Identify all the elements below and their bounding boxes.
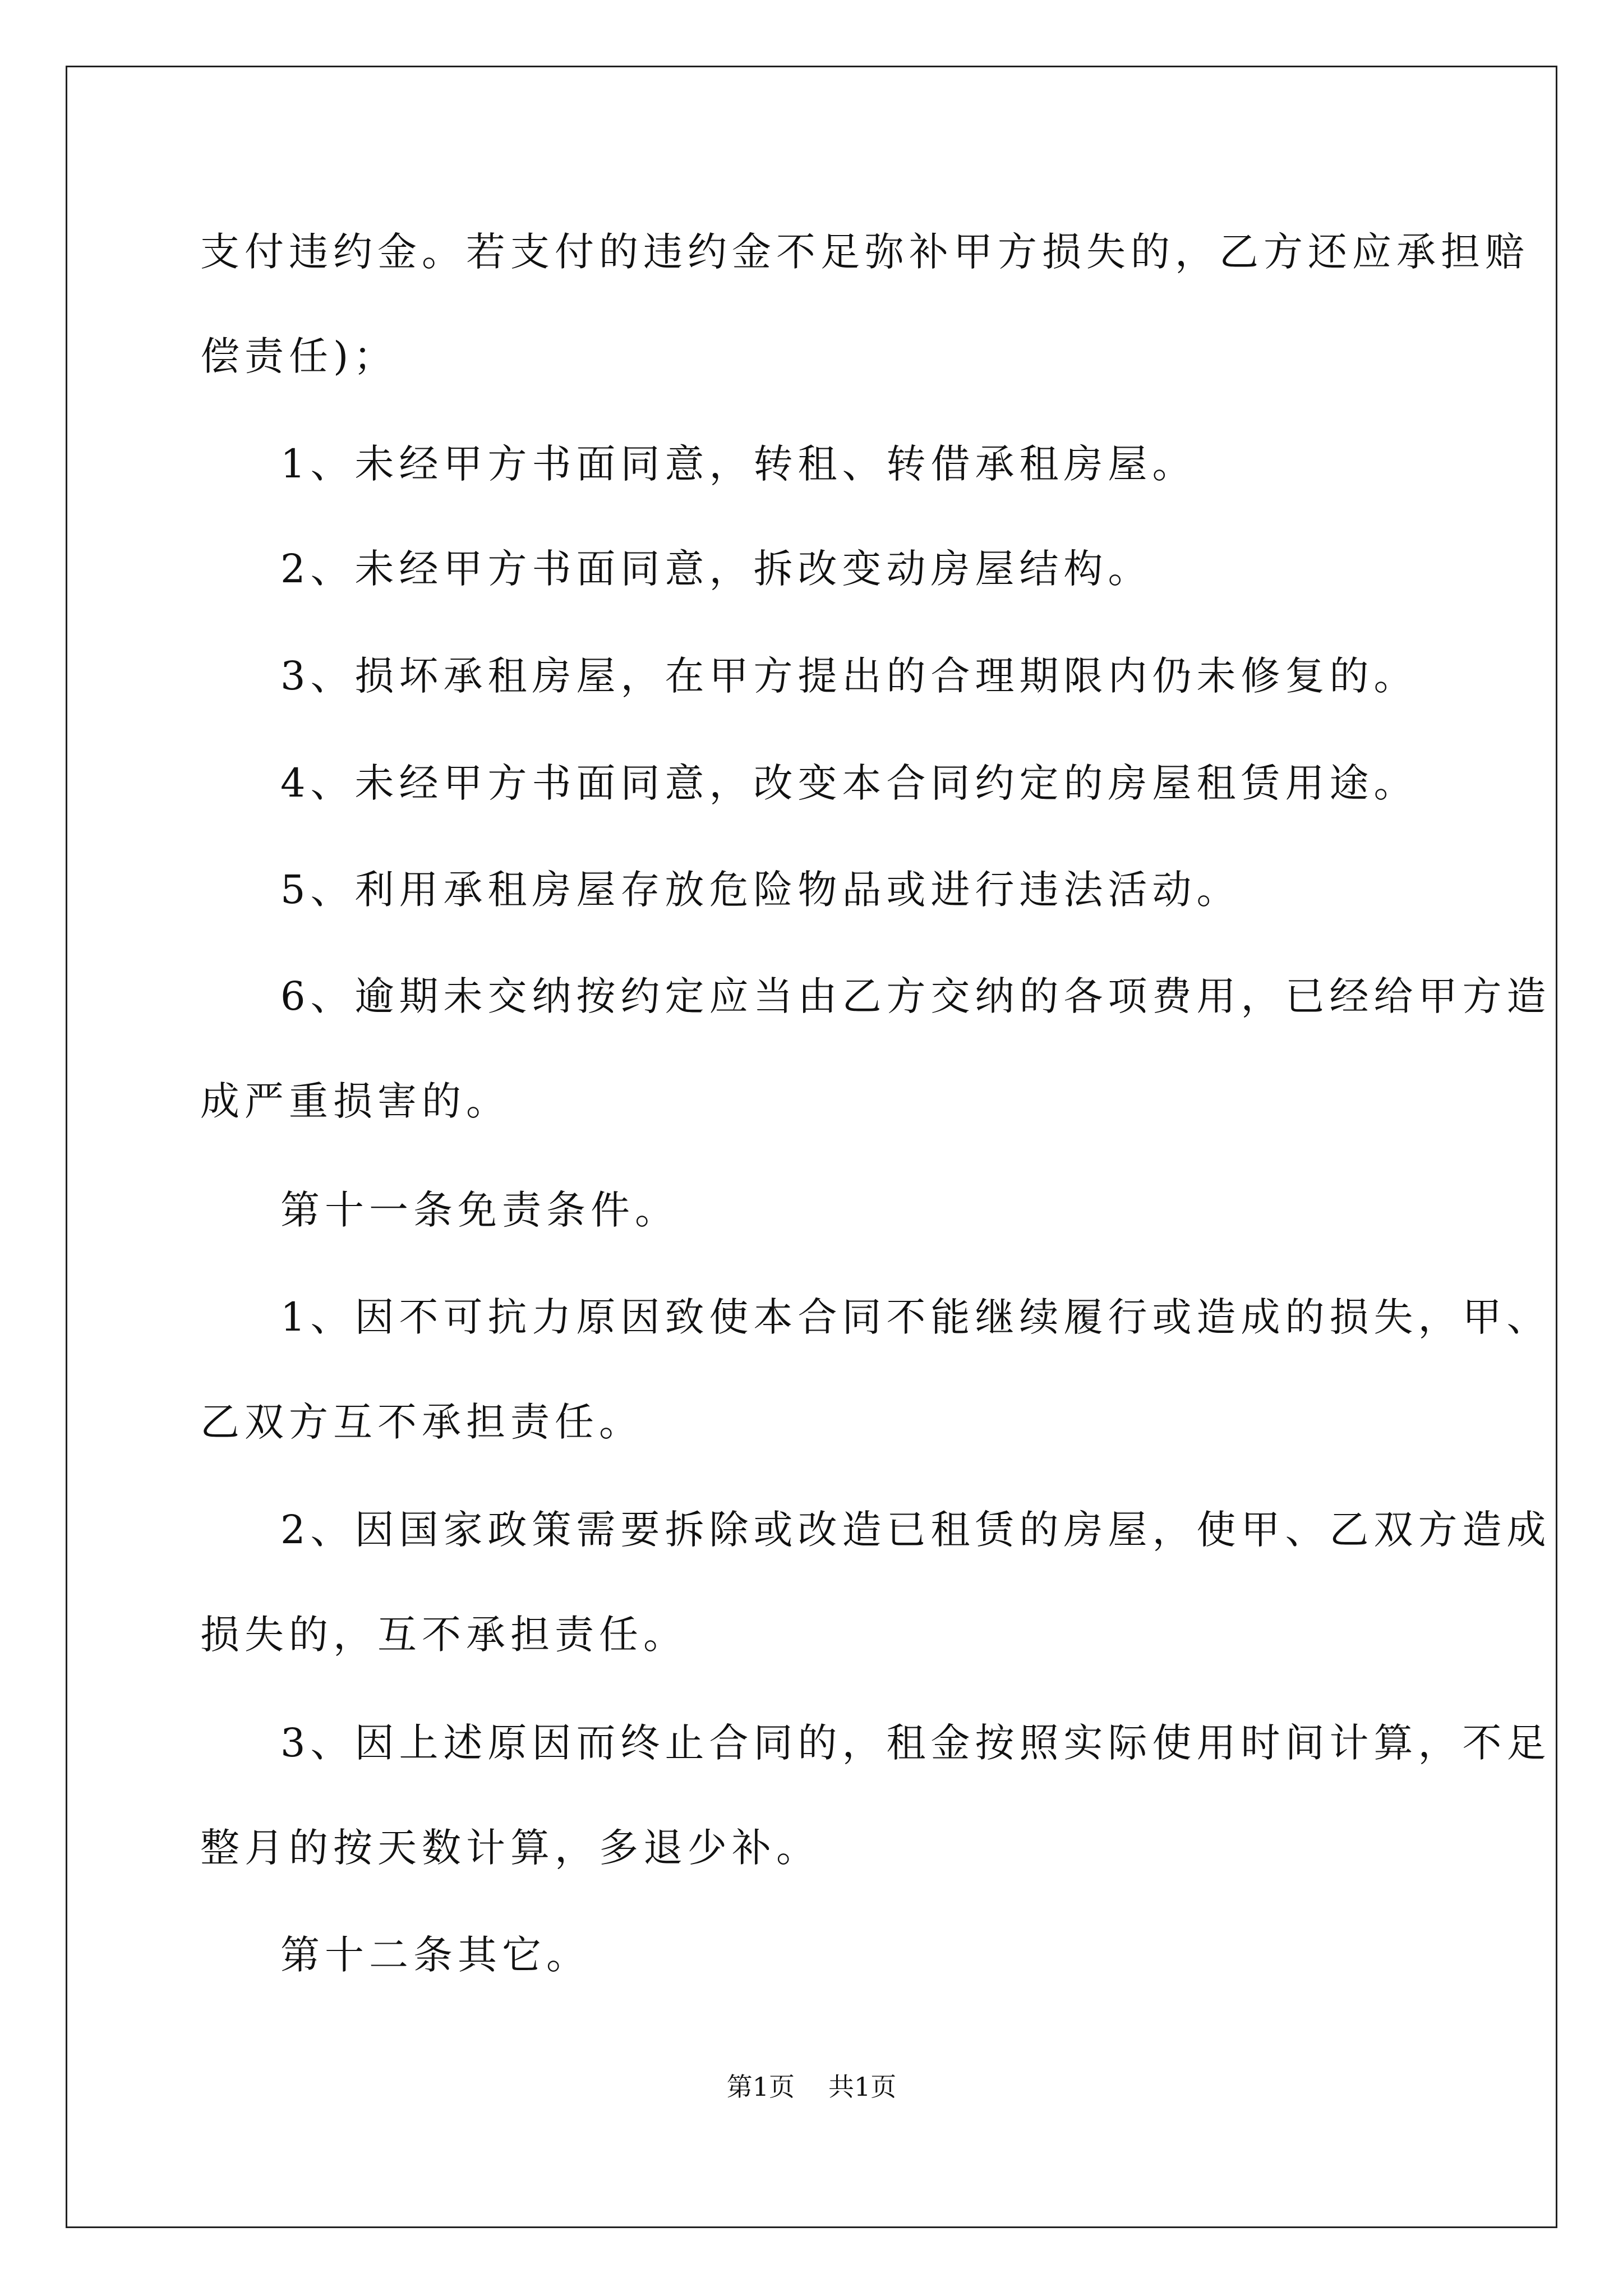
list-item: 1、因不可抗力原因致使本合同不能继续履行或造成的损失，甲、 xyxy=(280,1294,1551,1340)
list-item: 3、损坏承租房屋，在甲方提出的合理期限内仍未修复的。 xyxy=(280,653,1418,699)
page-border xyxy=(66,66,1557,2228)
text-line: 成严重损害的。 xyxy=(200,1078,510,1124)
list-item: 6、逾期未交纳按约定应当由乙方交纳的各项费用，已经给甲方造 xyxy=(280,973,1551,1019)
list-item: 3、因上述原因而终止合同的，租金按照实际使用时间计算，不足 xyxy=(280,1720,1551,1766)
page-footer xyxy=(0,2070,1623,2104)
list-item: 2、未经甲方书面同意，拆改变动房屋结构。 xyxy=(280,546,1152,592)
page-number: 第1页 xyxy=(726,2072,795,2102)
list-item: 1、未经甲方书面同意，转租、转借承租房屋。 xyxy=(280,441,1197,487)
section-heading: 第十二条其它。 xyxy=(280,1932,591,1978)
list-item: 2、因国家政策需要拆除或改造已租赁的房屋，使甲、乙双方造成 xyxy=(280,1507,1551,1553)
text-line: 乙双方互不承担责任。 xyxy=(200,1399,643,1445)
list-item: 4、未经甲方书面同意，改变本合同约定的房屋租赁用途。 xyxy=(280,760,1418,806)
text-line: 整月的按天数计算，多退少补。 xyxy=(200,1825,820,1871)
text-line: 偿责任)； xyxy=(200,333,398,379)
page-total: 共1页 xyxy=(828,2072,897,2102)
text-line: 损失的，互不承担责任。 xyxy=(200,1612,688,1658)
section-heading: 第十一条免责条件。 xyxy=(280,1187,679,1233)
list-item: 5、利用承租房屋存放危险物品或进行违法活动。 xyxy=(280,867,1241,913)
text-line: 支付违约金。若支付的违约金不足弥补甲方损失的，乙方还应承担赔 xyxy=(200,229,1529,275)
